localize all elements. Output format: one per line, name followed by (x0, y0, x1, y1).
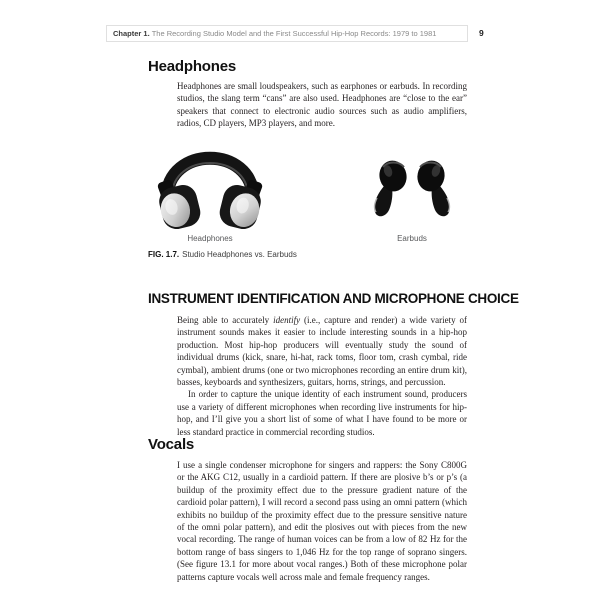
chapter-title: The Recording Studio Model and the First Successful Hip-Hop Records: 1979 to 1981 (151, 29, 437, 38)
paragraph-text: I use a single condenser microphone for singers and rappers: the Sony C800G or the AKG C12, usually in a cardioid pattern. If there are plosive b’s or p’s (a buildup of the proximity effect due to the pressure gradient nature of the cardioid polar pattern), I will record a second pass using an omni pattern (which exhibits no buildup of the proximity effect due to the pressure sensitive nature of the omni polar pattern), and edit the plosives out with pieces from the new vocal recording. The range of human voices can be from a low of 82 Hz for the bottom range of bass singers to 1,046 Hz for the top range of soprano singers. (See figure 13.1 for more about vocal ranges.) Both of these microphone polar patterns capture vocals well across male and female frequency ranges. (177, 460, 467, 582)
figure-caption-number: FIG. 1.7. (148, 250, 180, 259)
headphones-heading: Headphones (148, 58, 237, 75)
paragraph-lead: Being able to accurately (177, 315, 274, 325)
earbuds-illustration (362, 158, 462, 224)
instrument-section-heading: INSTRUMENT IDENTIFICATION AND MICROPHONE CHOICE (148, 291, 519, 306)
vocals-paragraph (177, 459, 467, 583)
paragraph-text: Headphones are small loudspeakers, such as earphones or earbuds. In recording studios, the slang term “cans” are also used. Headphones are “close to the ear” speakers that connect to electronic audio sources such as audio amplifiers, radios, CD players, MP3 players, and more. (177, 81, 467, 129)
instrument-paragraphs (177, 314, 467, 438)
figure-caption-text: Studio Headphones vs. Earbuds (182, 250, 297, 259)
figure-caption (148, 250, 297, 259)
headphones-illustration (150, 136, 270, 232)
figure-label-headphones: Headphones (187, 234, 233, 243)
vocals-heading: Vocals (148, 436, 195, 453)
chapter-label: Chapter 1. (113, 29, 150, 38)
paragraph-rest: (i.e., capture and render) a wide variety of instrument sounds makes it easier to include interesting sounds in a hip-hop production. Most hip-hop producers will eventually study the sound of individual drums (kick, snare, hi-hat, rack toms, floor tom, crash cymbal, ride cymbal), ambient drums (one or two microphones recording an entire drum kit), basses, keyboards and synthesizers, guitars, horns, strings, and percussion. (177, 315, 467, 388)
headphones-paragraph (177, 80, 467, 130)
figure-label-earbuds: Earbuds (397, 234, 427, 243)
page-number: 9 (479, 28, 484, 38)
italic-term: identify (273, 315, 301, 325)
paragraph-text (177, 314, 467, 388)
paragraph-text: In order to capture the unique identity of each instrument sound, producers use a variety of different microphones when recording live instruments for hip-hop, and I’ll give you a short list of some of what I have found to be more or less standard practice in commercial recording studios. (177, 389, 467, 437)
running-header (106, 25, 468, 42)
